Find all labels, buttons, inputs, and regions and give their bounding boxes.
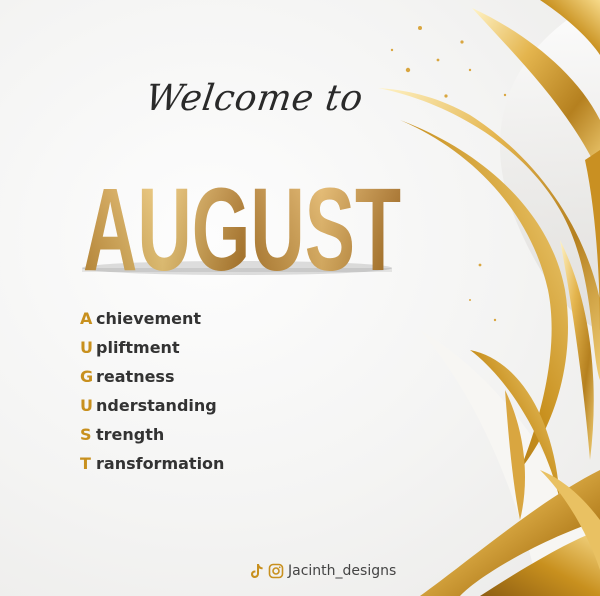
list-item [80, 449, 224, 478]
list-item [80, 304, 224, 333]
acrostic-letter: U [80, 396, 93, 415]
acrostic-word: pliftment [96, 338, 180, 357]
acrostic-word: nderstanding [96, 396, 217, 415]
list-item [80, 391, 224, 420]
list-item [80, 333, 224, 362]
svg-text:AUGUST: AUGUST [83, 164, 401, 296]
acrostic-word: ransformation [96, 454, 225, 473]
acrostic-word: trength [96, 425, 165, 444]
acrostic-word: reatness [96, 367, 175, 386]
designer-handle: Jacinth_designs [288, 563, 397, 579]
acrostic-list [80, 304, 224, 478]
month-title-text: AUGUST [83, 164, 401, 296]
acrostic-word: chievement [96, 309, 202, 328]
august-title [82, 0, 402, 300]
tiktok-icon[interactable] [250, 563, 264, 579]
designer-credit [250, 560, 396, 582]
acrostic-letter: G [80, 367, 94, 386]
acrostic-letter: A [80, 309, 93, 328]
acrostic-letter: U [80, 338, 93, 357]
list-item [80, 420, 224, 449]
acrostic-letter: T [80, 454, 91, 473]
instagram-icon[interactable] [268, 563, 284, 579]
acrostic-letter: S [80, 425, 92, 444]
welcome-heading: Welcome to [143, 78, 366, 119]
list-item [80, 362, 224, 391]
